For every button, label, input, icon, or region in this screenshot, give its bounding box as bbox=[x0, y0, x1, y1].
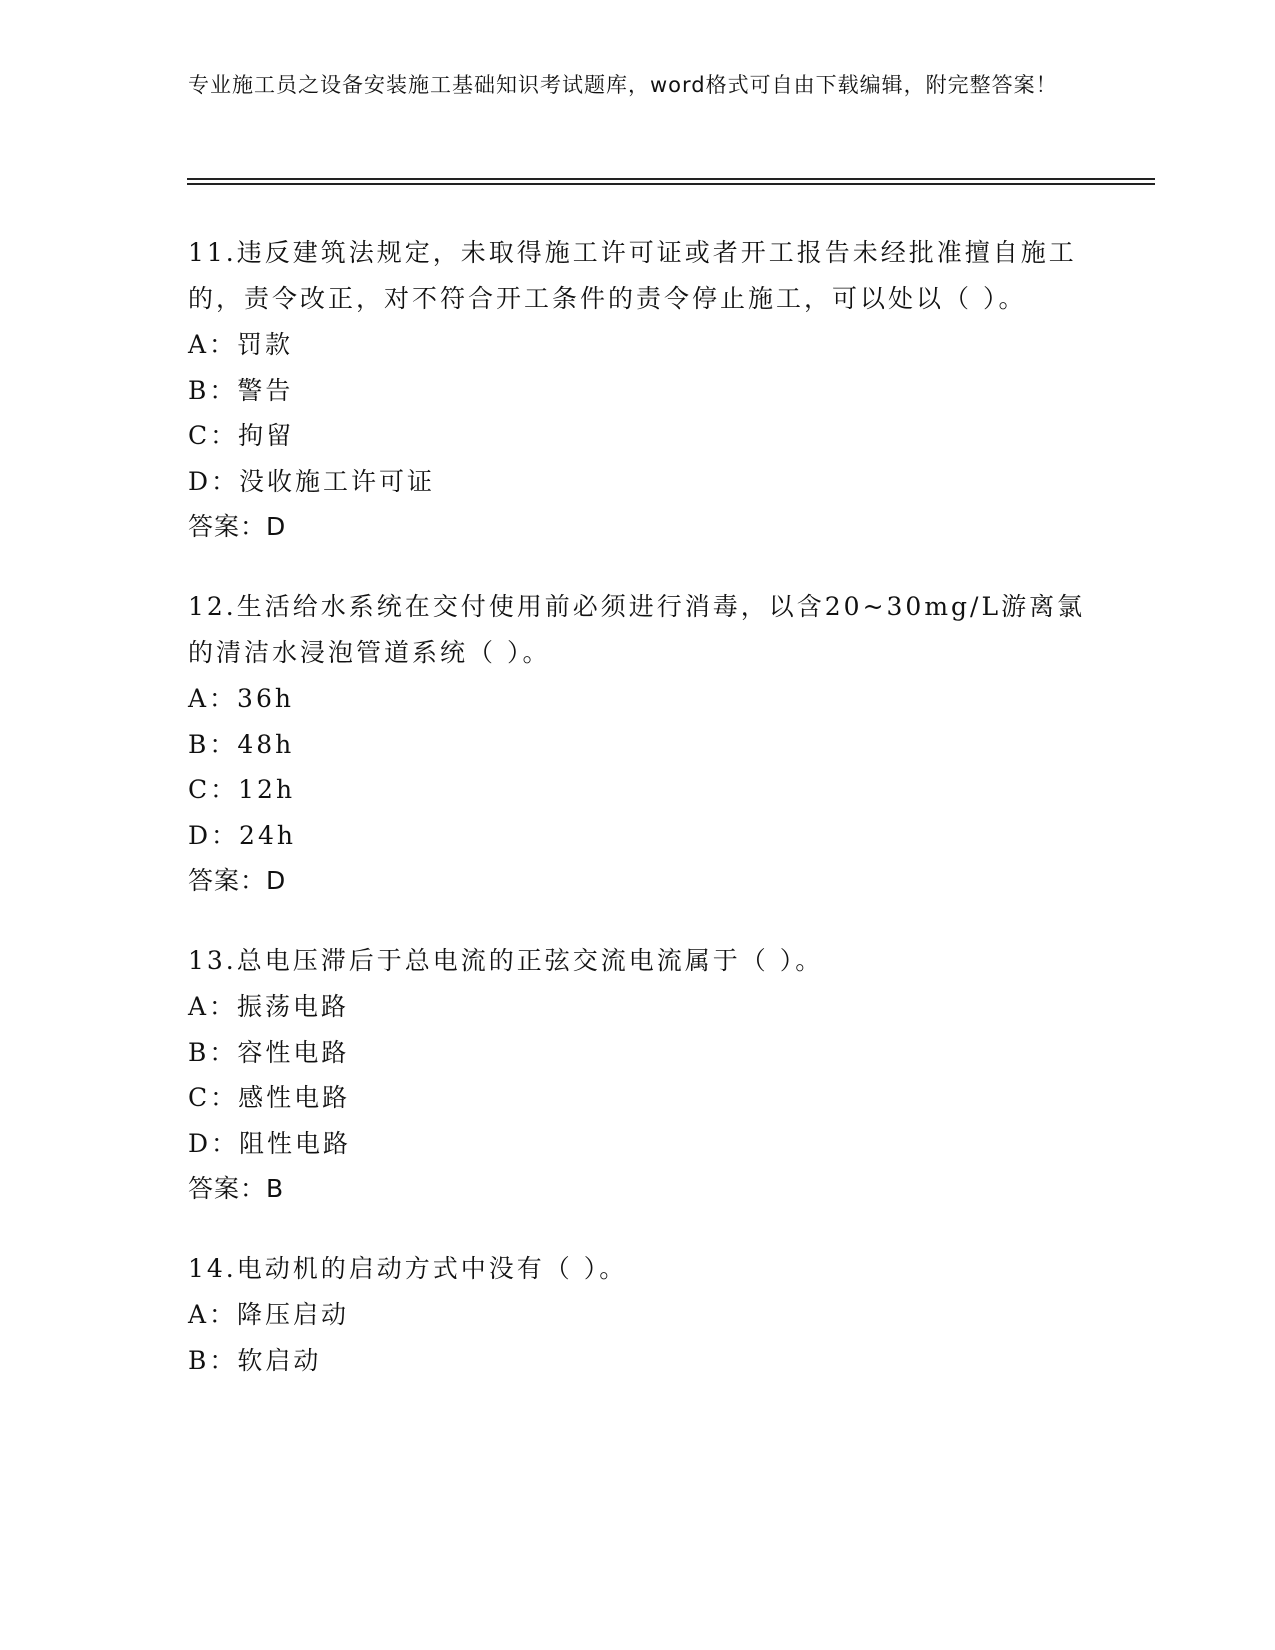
question-text: 13.总电压滞后于总电流的正弦交流电流属于（ ）。 bbox=[188, 946, 824, 975]
option-a: A：罚款 bbox=[188, 330, 294, 359]
answer-label: 答案：D bbox=[188, 512, 287, 541]
header-divider-top bbox=[187, 178, 1155, 180]
answer-label: 答案：B bbox=[188, 1174, 285, 1203]
option-b: B：软启动 bbox=[188, 1345, 322, 1375]
option-d: D：24h bbox=[188, 820, 296, 850]
question-14 bbox=[188, 1246, 1088, 1383]
option-c: C：12h bbox=[188, 775, 296, 804]
question-list bbox=[188, 230, 1088, 1417]
question-text: 14.电动机的启动方式中没有（ ）。 bbox=[188, 1254, 628, 1283]
option-d: D：阻性电路 bbox=[188, 1128, 352, 1158]
question-text: 12.生活给水系统在交付使用前必须进行消毒，以含20~30mg/L游离氯的清洁水浸泡管道系统（ ）。 bbox=[188, 592, 1086, 667]
option-b: B：警告 bbox=[188, 375, 294, 405]
question-text: 11.违反建筑法规定，未取得施工许可证或者开工报告未经批准擅自施工的，责令改正，对不符合开工条件的责令停止施工，可以处以（ ）。 bbox=[188, 238, 1077, 313]
answer-label: 答案：D bbox=[188, 866, 287, 895]
option-a: A：振荡电路 bbox=[188, 992, 350, 1021]
option-c: C：拘留 bbox=[188, 421, 295, 450]
question-12 bbox=[188, 584, 1088, 904]
option-d: D：没收施工许可证 bbox=[188, 466, 436, 496]
header-divider-bottom bbox=[187, 183, 1155, 185]
question-11 bbox=[188, 230, 1088, 550]
option-c: C：感性电路 bbox=[188, 1083, 351, 1112]
document-header: 专业施工员之设备安装施工基础知识考试题库，word格式可自由下载编辑，附完整答案！ bbox=[188, 73, 1058, 97]
option-b: B：48h bbox=[188, 729, 295, 759]
option-a: A：降压启动 bbox=[188, 1300, 350, 1329]
option-a: A：36h bbox=[188, 684, 294, 713]
question-13 bbox=[188, 938, 1088, 1212]
option-b: B：容性电路 bbox=[188, 1037, 350, 1067]
